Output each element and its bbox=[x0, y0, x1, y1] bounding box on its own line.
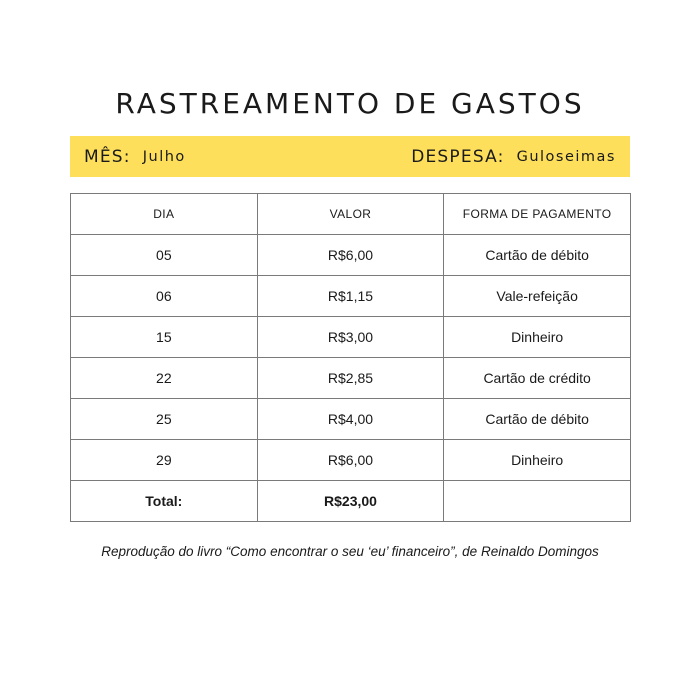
cell-pagamento: Dinheiro bbox=[444, 440, 631, 481]
cell-valor: R$4,00 bbox=[257, 399, 444, 440]
total-value: R$23,00 bbox=[257, 481, 444, 522]
cell-valor: R$1,15 bbox=[257, 276, 444, 317]
table-row bbox=[71, 235, 631, 276]
cell-valor: R$2,85 bbox=[257, 358, 444, 399]
column-header-pagamento: FORMA DE PAGAMENTO bbox=[444, 194, 631, 235]
table-row bbox=[71, 440, 631, 481]
page-title: RASTREAMENTO DE GASTOS bbox=[115, 87, 585, 120]
table-row bbox=[71, 276, 631, 317]
month-label: MÊS: bbox=[84, 146, 131, 167]
source-footnote: Reprodução do livro “Como encontrar o seu ‘eu’ financeiro”, de Reinaldo Domingos bbox=[101, 544, 599, 559]
expenses-table bbox=[70, 193, 631, 522]
cell-dia: 22 bbox=[71, 358, 258, 399]
info-banner bbox=[70, 136, 630, 177]
cell-pagamento: Cartão de crédito bbox=[444, 358, 631, 399]
cell-valor: R$6,00 bbox=[257, 235, 444, 276]
expense-field bbox=[411, 136, 616, 177]
table-row bbox=[71, 399, 631, 440]
cell-pagamento: Vale-refeição bbox=[444, 276, 631, 317]
cell-dia: 05 bbox=[71, 235, 258, 276]
cell-valor: R$3,00 bbox=[257, 317, 444, 358]
cell-pagamento: Cartão de débito bbox=[444, 235, 631, 276]
month-value: Julho bbox=[142, 148, 186, 165]
cell-dia: 06 bbox=[71, 276, 258, 317]
expense-value: Guloseimas bbox=[516, 148, 616, 165]
table-row bbox=[71, 317, 631, 358]
table-row bbox=[71, 358, 631, 399]
cell-dia: 29 bbox=[71, 440, 258, 481]
cell-dia: 25 bbox=[71, 399, 258, 440]
expense-label: DESPESA: bbox=[411, 146, 505, 167]
month-field bbox=[84, 136, 186, 177]
cell-valor: R$6,00 bbox=[257, 440, 444, 481]
total-row bbox=[71, 481, 631, 522]
table-header-row bbox=[71, 194, 631, 235]
column-header-valor: VALOR bbox=[257, 194, 444, 235]
cell-dia: 15 bbox=[71, 317, 258, 358]
cell-pagamento: Dinheiro bbox=[444, 317, 631, 358]
total-empty-cell bbox=[444, 481, 631, 522]
total-label: Total: bbox=[71, 481, 258, 522]
cell-pagamento: Cartão de débito bbox=[444, 399, 631, 440]
column-header-dia: DIA bbox=[71, 194, 258, 235]
